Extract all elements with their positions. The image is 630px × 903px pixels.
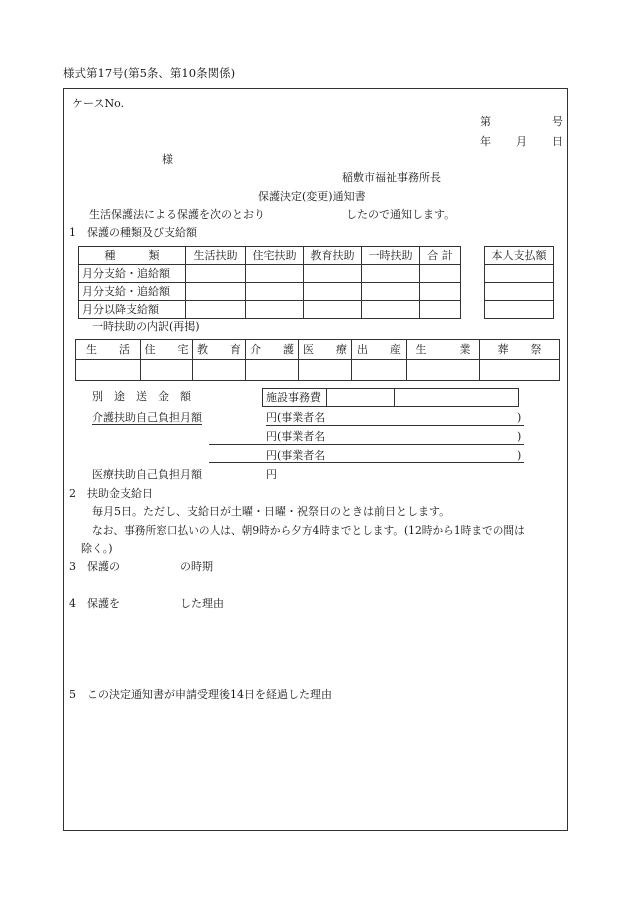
column-header: 合 計 [420, 247, 461, 265]
column-header: 教育扶助 [304, 247, 362, 265]
amount-cell[interactable] [186, 265, 246, 283]
amount-cell[interactable] [299, 360, 352, 381]
column-header: 医 療 [299, 340, 352, 360]
underline [266, 425, 524, 426]
amount-cell[interactable] [362, 265, 420, 283]
self-pay-cell[interactable] [485, 265, 554, 283]
amount-cell[interactable] [362, 283, 420, 301]
column-header: 生 業 [407, 340, 480, 360]
amount-cell[interactable] [246, 360, 299, 381]
issuer-name: 稲敷市福祉事務所長 [342, 171, 441, 184]
column-header: 生 活 [76, 340, 141, 360]
separate-remittance-label: 別 途 送 金 額 [92, 390, 191, 403]
care-provider-line: 円(事業者名 [266, 449, 326, 462]
amount-cell[interactable] [304, 283, 362, 301]
section1-heading: 1 保護の種類及び支給額 [69, 226, 197, 239]
amount-cell[interactable] [186, 301, 246, 319]
underline [209, 444, 524, 445]
amount-cell[interactable] [246, 301, 304, 319]
intro-lead: 生活保護法による保護を次のとおり [89, 208, 265, 221]
self-pay-cell[interactable] [485, 301, 554, 319]
doc-no-prefix: 第 [480, 115, 491, 128]
column-header: 介 護 [246, 340, 299, 360]
medical-self-pay-label: 医療扶助自己負担月額 [92, 468, 202, 481]
amount-cell[interactable] [246, 283, 304, 301]
form-number: 様式第17号(第5条、第10条関係) [63, 66, 236, 80]
document-title: 保護決定(変更)通知書 [258, 190, 366, 203]
column-header: 葬 祭 [480, 340, 560, 360]
underline [209, 462, 524, 463]
amount-cell[interactable] [420, 265, 461, 283]
table-header-row [79, 247, 461, 265]
section3-heading: 3 保護の [69, 560, 120, 573]
medical-yen-unit: 円 [266, 468, 277, 481]
amount-cell[interactable] [141, 360, 193, 381]
table-row [79, 265, 461, 283]
addressee-suffix: 様 [162, 153, 173, 166]
date-day-label: 日 [552, 135, 563, 148]
column-header: 一時扶助 [362, 247, 420, 265]
self-pay-table [484, 246, 554, 319]
amount-cell[interactable] [193, 360, 246, 381]
temporary-aid-heading: 一時扶助の内訳(再掲) [92, 320, 200, 333]
amount-cell[interactable] [407, 360, 480, 381]
table-header-row [76, 340, 560, 360]
amount-cell[interactable] [420, 301, 461, 319]
column-header: 住 宅 [141, 340, 193, 360]
column-header: 住宅扶助 [246, 247, 304, 265]
amount-cell[interactable] [304, 301, 362, 319]
facility-cost-value[interactable] [395, 389, 519, 407]
section2-heading: 2 扶助金支給日 [69, 487, 153, 500]
date-month-label: 月 [516, 135, 527, 148]
amount-cell[interactable] [76, 360, 141, 381]
date-year-label: 年 [480, 135, 491, 148]
counter-hours-text: なお、事務所窓口払いの人は、朝9時から夕方4時までとします。(12時から1時までの間は [92, 524, 525, 537]
amount-cell[interactable] [420, 283, 461, 301]
amount-cell[interactable] [246, 265, 304, 283]
section4-tail: した理由 [180, 597, 224, 610]
table-row [79, 283, 461, 301]
care-self-pay-label: 介護扶助自己負担月額 [92, 411, 202, 424]
amount-cell[interactable] [186, 283, 246, 301]
column-header: 種 類 [79, 247, 186, 265]
temporary-aid-table [75, 339, 560, 381]
facility-cost-table [262, 388, 519, 407]
column-header: 教 育 [193, 340, 246, 360]
table-row [76, 360, 560, 381]
table-row [79, 301, 461, 319]
doc-no-suffix: 号 [552, 115, 563, 128]
intro-tail: したので通知します。 [346, 208, 456, 221]
counter-hours-text-cont: 除く。) [81, 542, 113, 555]
aid-amount-table [78, 246, 461, 319]
amount-cell[interactable] [304, 265, 362, 283]
section4-heading: 4 保護を [69, 597, 120, 610]
row-label: 月分以降支給額 [79, 301, 186, 319]
self-pay-cell[interactable] [485, 283, 554, 301]
section3-tail: の時期 [180, 560, 213, 573]
amount-cell[interactable] [352, 360, 407, 381]
facility-cost-label: 施設事務費 [263, 389, 327, 407]
close-paren: ) [517, 430, 522, 443]
row-label: 月分支給・追給額 [79, 265, 186, 283]
close-paren: ) [517, 449, 522, 462]
amount-cell[interactable] [480, 360, 560, 381]
section5-heading: 5 この決定通知書が申請受理後14日を経過した理由 [69, 688, 332, 701]
amount-cell[interactable] [362, 301, 420, 319]
self-pay-header: 本人支払額 [485, 247, 554, 265]
care-provider-line: 円(事業者名 [266, 430, 326, 443]
payment-day-text: 毎月5日。ただし、支給日が土曜・日曜・祝祭日のときは前日とします。 [92, 505, 451, 518]
column-header: 生活扶助 [186, 247, 246, 265]
facility-cost-value[interactable] [327, 389, 395, 407]
care-provider-line: 円(事業者名 [266, 411, 326, 424]
case-no-label: ケースNo. [72, 97, 125, 110]
close-paren: ) [517, 411, 522, 424]
column-header: 出 産 [352, 340, 407, 360]
row-label: 月分支給・追給額 [79, 283, 186, 301]
